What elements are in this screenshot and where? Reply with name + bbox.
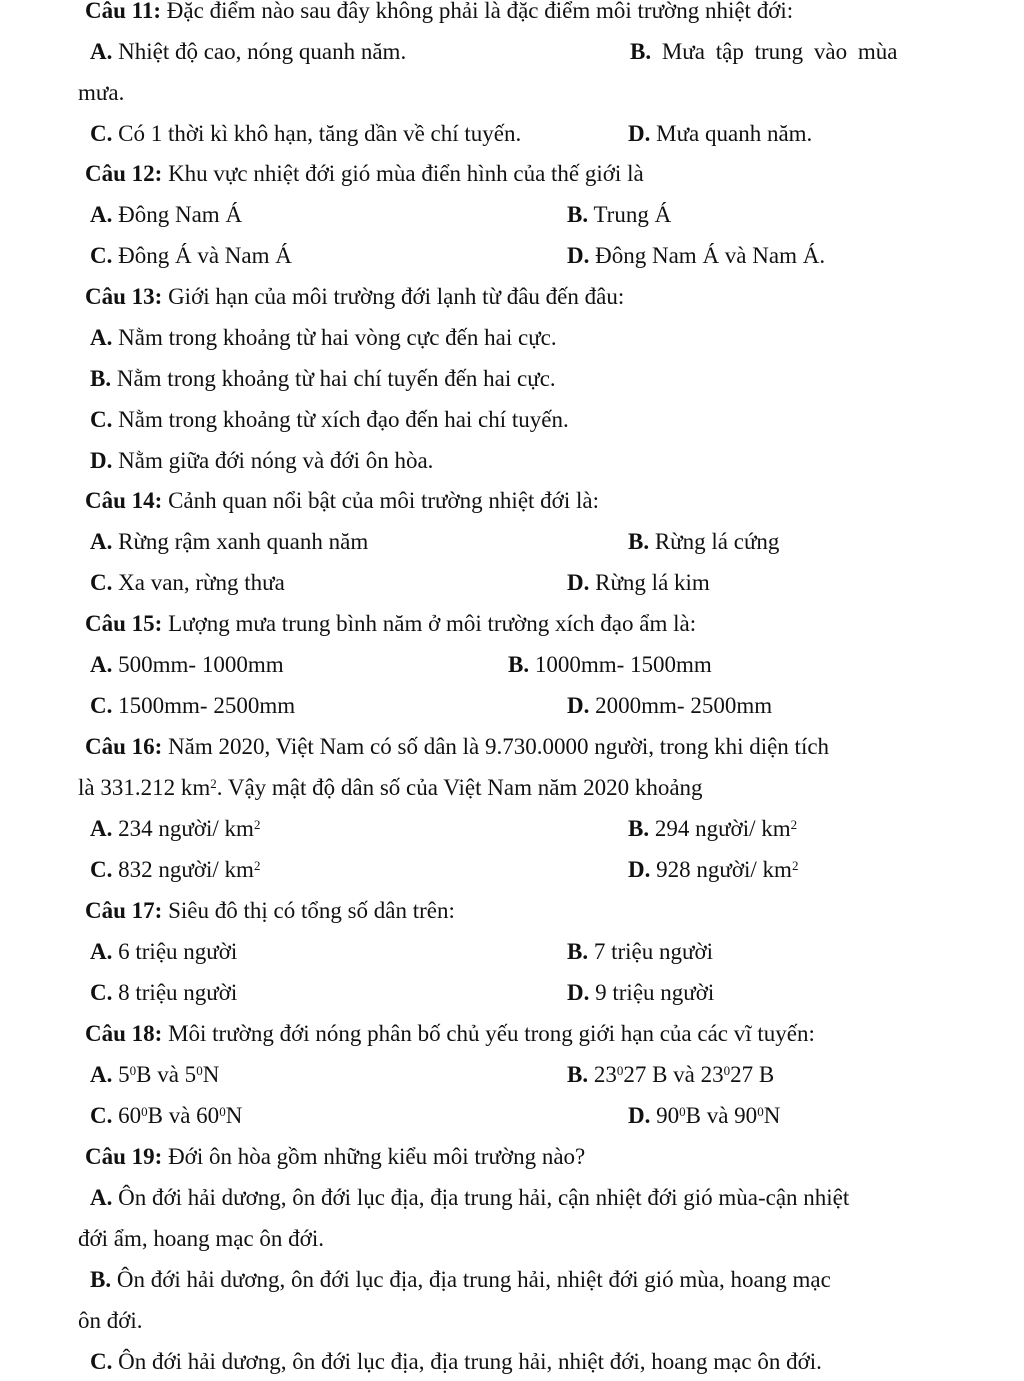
option-18-b: B. $23^027$ B và $23^027$ B	[567, 1062, 775, 1087]
option-14-c: C. Xa van, rừng thưa	[90, 570, 285, 595]
option-16-c: C. 832 người/ $km^2$	[90, 857, 261, 882]
option-16-a: A. 234 người/ $km^2$	[90, 816, 261, 841]
question-17: Câu 17: Siêu đô thị có tổng số dân trên:	[85, 898, 455, 923]
option-11-c: C. Có 1 thời kì khô hạn, tăng dần về chí tuyến.	[90, 121, 522, 146]
option-15-c: C. 1500mm- 2500mm	[90, 693, 296, 718]
option-12-c: C. Đông Á và Nam Á	[90, 243, 292, 268]
option-14-d: D. Rừng lá kim	[567, 570, 710, 595]
option-13-c: C. Nằm trong khoảng từ xích đạo đến hai chí tuyến.	[90, 407, 569, 432]
option-11-d: D. Mưa quanh năm.	[628, 121, 813, 146]
option-19-a: A. Ôn đới hải dương, ôn đới lục địa, địa trung hải, cận nhiệt đới gió mùa-cận nhiệt	[90, 1185, 850, 1210]
option-19-b-cont: ôn đới.	[78, 1308, 143, 1333]
option-14-a: A. Rừng rậm xanh quanh năm	[90, 529, 369, 554]
option-12-a: A. Đông Nam Á	[90, 202, 243, 227]
question-18: Câu 18: Môi trường đới nóng phân bố chủ yếu trong giới hạn của các vĩ tuyến:	[85, 1021, 815, 1046]
question-16: Câu 16: Năm 2020, Việt Nam có số dân là 9.730.0000 người, trong khi diện tích	[85, 734, 830, 759]
option-15-a: A. 500mm- 1000mm	[90, 652, 284, 677]
option-12-d: D. Đông Nam Á và Nam Á.	[567, 243, 826, 268]
option-15-d: D. 2000mm- 2500mm	[567, 693, 773, 718]
option-13-d: D. Nằm giữa đới nóng và đới ôn hòa.	[90, 448, 434, 473]
option-18-c: C. $60^0B$ và $60^0N$	[90, 1103, 243, 1128]
option-18-a: A. $5^0B$ và $5^0N$	[90, 1062, 220, 1087]
question-19: Câu 19: Đới ôn hòa gồm những kiểu môi trường nào?	[85, 1144, 586, 1169]
option-17-a: A. 6 triệu người	[90, 939, 238, 964]
option-16-d: D. 928 người/ $km^2$	[628, 857, 799, 882]
question-13: Câu 13: Giới hạn của môi trường đới lạnh từ đâu đến đâu:	[85, 284, 625, 309]
option-17-d: D. 9 triệu người	[567, 980, 715, 1005]
question-15: Câu 15: Lượng mưa trung bình năm ở môi trường xích đạo ẩm là:	[85, 611, 697, 636]
option-11-b: B. Mưa tập trung vào mùa	[630, 39, 898, 64]
option-11-b-cont: mưa.	[78, 80, 125, 105]
option-12-b: B. Trung Á	[567, 202, 672, 227]
option-17-b: B. 7 triệu người	[567, 939, 714, 964]
question-12: Câu 12: Khu vực nhiệt đới gió mùa điển hình của thế giới là	[85, 161, 644, 186]
option-19-b: B. Ôn đới hải dương, ôn đới lục địa, địa trung hải, nhiệt đới gió mùa, hoang mạc	[90, 1267, 831, 1292]
option-19-c: C. Ôn đới hải dương, ôn đới lục địa, địa trung hải, nhiệt đới, hoang mạc ôn đới.	[90, 1349, 822, 1374]
option-18-d: D. $90^0B$ và $90^0N$	[628, 1103, 781, 1128]
option-13-b: B. Nằm trong khoảng từ hai chí tuyến đến hai cực.	[90, 366, 556, 391]
option-16-b: B. 294 người/ $km^2$	[628, 816, 798, 841]
question-11: Câu 11: Đặc điểm nào sau đây không phải là đặc điểm môi trường nhiệt đới:	[85, 0, 794, 23]
option-11-a: A. Nhiệt độ cao, nóng quanh năm.	[90, 39, 407, 64]
option-13-a: A. Nằm trong khoảng từ hai vòng cực đến hai cực.	[90, 325, 557, 350]
option-15-b: B. 1000mm- 1500mm	[508, 652, 712, 677]
option-19-a-cont: đới ẩm, hoang mạc ôn đới.	[78, 1226, 324, 1251]
option-17-c: C. 8 triệu người	[90, 980, 238, 1005]
option-14-b: B. Rừng lá cứng	[628, 529, 780, 554]
question-14: Câu 14: Cảnh quan nổi bật của môi trường nhiệt đới là:	[85, 488, 599, 513]
question-16-cont: là 331.212 $km^2$. Vậy mật độ dân số của Việt Nam năm 2020 khoảng	[78, 775, 703, 800]
